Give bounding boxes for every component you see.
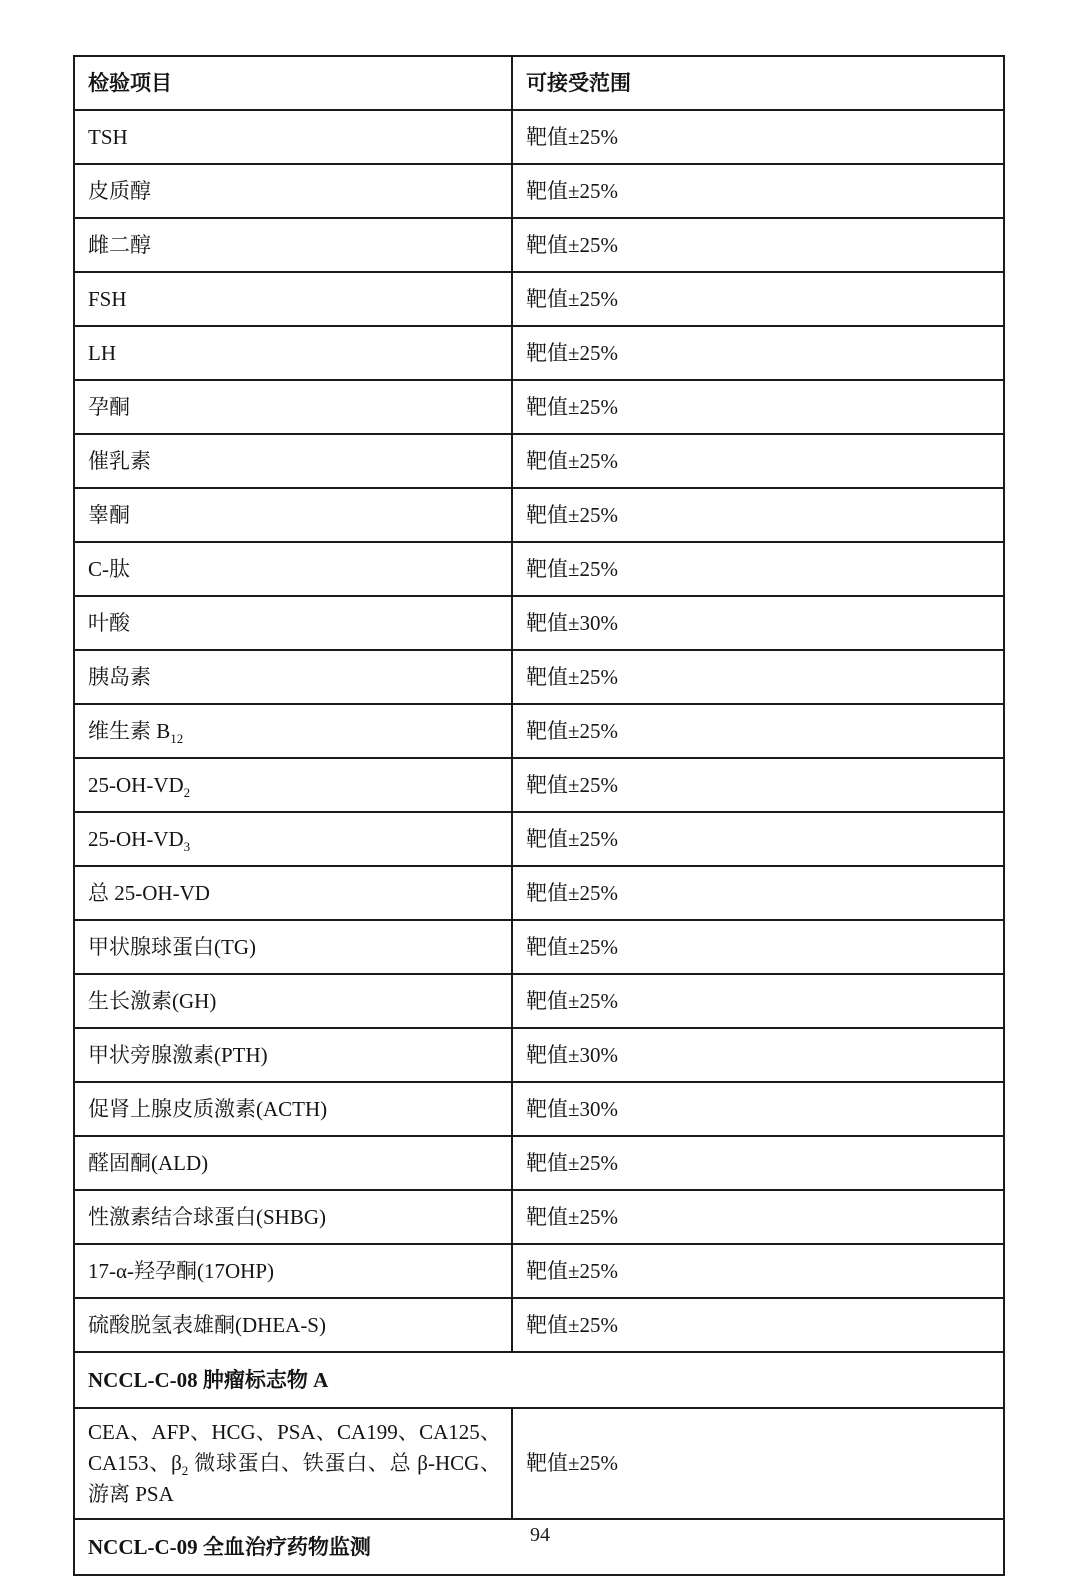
table-row: [74, 326, 1004, 380]
test-item-label: [74, 866, 512, 920]
acceptable-range-value: 靶值±25%: [512, 110, 1004, 164]
table-row: [74, 920, 1004, 974]
acceptable-range-value: 靶值±25%: [512, 326, 1004, 380]
table-row: [74, 1136, 1004, 1190]
acceptable-range-value: 靶值±25%: [512, 164, 1004, 218]
item-text: 叶酸: [88, 610, 130, 635]
item-text: FSH: [88, 286, 127, 311]
item-text: TSH: [88, 124, 128, 149]
test-item-label: [74, 650, 512, 704]
column-header-acceptable-range: 可接受范围: [512, 56, 1004, 110]
acceptable-range-value: 靶值±25%: [512, 380, 1004, 434]
section-header-label: NCCL-C-09 全血治疗药物监测: [74, 1519, 1004, 1575]
test-item-label: [74, 110, 512, 164]
table-row: [74, 974, 1004, 1028]
test-item-label: [74, 1244, 512, 1298]
acceptable-range-value: 靶值±25%: [512, 272, 1004, 326]
acceptable-range-value: 靶值±30%: [512, 1082, 1004, 1136]
test-item-label: [74, 542, 512, 596]
acceptable-range-value: 靶值±25%: [512, 1190, 1004, 1244]
table-row: [74, 434, 1004, 488]
item-text: 促肾上腺皮质激素(ACTH): [88, 1096, 328, 1121]
table-row: [74, 596, 1004, 650]
test-item-label: [74, 434, 512, 488]
item-text: 甲状旁腺激素(PTH): [88, 1042, 268, 1067]
table-row: [74, 380, 1004, 434]
table-row: [74, 650, 1004, 704]
acceptable-range-value: 靶值±30%: [512, 1028, 1004, 1082]
item-text: C-肽: [88, 556, 130, 581]
test-item-label: [74, 488, 512, 542]
table-row: [74, 1082, 1004, 1136]
item-text: 总 25-OH-VD: [88, 880, 210, 905]
acceptable-range-value: 靶值±25%: [512, 1136, 1004, 1190]
item-text: 睾酮: [88, 502, 130, 527]
test-item-label: [74, 164, 512, 218]
item-text: 醛固酮(ALD): [88, 1150, 209, 1175]
section-header-label: NCCL-C-08 肿瘤标志物 A: [74, 1352, 1004, 1408]
acceptable-range-value: 靶值±25%: [512, 488, 1004, 542]
acceptable-range-value: 靶值±25%: [512, 1408, 1004, 1519]
acceptable-range-value: 靶值±25%: [512, 812, 1004, 866]
table-row: [74, 488, 1004, 542]
test-item-label: [74, 704, 512, 758]
acceptable-range-value: 靶值±25%: [512, 758, 1004, 812]
item-text: 孕酮: [88, 394, 130, 419]
acceptable-range-value: 靶值±25%: [512, 542, 1004, 596]
page-number: 94: [530, 1524, 550, 1546]
test-item-label: [74, 1136, 512, 1190]
test-item-label: [74, 1028, 512, 1082]
test-item-label: [74, 380, 512, 434]
acceptable-range-value: 靶值±25%: [512, 218, 1004, 272]
table-row: [74, 272, 1004, 326]
item-subscript: 2: [181, 1463, 189, 1479]
item-text: 催乳素: [88, 448, 151, 473]
column-header-test-item: 检验项目: [74, 56, 512, 110]
acceptable-range-value: 靶值±25%: [512, 650, 1004, 704]
table-row: [74, 1244, 1004, 1298]
item-text: 生长激素(GH): [88, 988, 217, 1013]
item-text: CEA、AFP、HCG、PSA、CA199、CA125、CA153、β: [88, 1420, 501, 1475]
test-item-label: [74, 1408, 512, 1519]
item-subscript: 2: [183, 785, 191, 801]
item-text: 雌二醇: [88, 232, 151, 257]
test-item-label: [74, 1190, 512, 1244]
table-row: [74, 1298, 1004, 1352]
table-row-tumor-markers: [74, 1408, 1004, 1519]
table-header-row: [74, 56, 1004, 110]
test-item-label: [74, 326, 512, 380]
section-header-row-nccl-c-08: [74, 1352, 1004, 1408]
test-item-label: [74, 596, 512, 650]
item-subscript: 3: [183, 839, 191, 855]
acceptable-range-value: 靶值±30%: [512, 596, 1004, 650]
item-text: 25-OH-VD: [88, 826, 184, 851]
item-text: 微球蛋白、铁蛋白、总 β-HCG、游离 PSA: [88, 1451, 502, 1506]
table-row: [74, 812, 1004, 866]
acceptable-range-value: 靶值±25%: [512, 1298, 1004, 1352]
test-item-label: [74, 218, 512, 272]
item-text: 25-OH-VD: [88, 772, 184, 797]
table-row: [74, 704, 1004, 758]
acceptable-range-value: 靶值±25%: [512, 704, 1004, 758]
item-text: 17-α-羟孕酮(17OHP): [88, 1258, 274, 1283]
item-text: 甲状腺球蛋白(TG): [88, 934, 256, 959]
table-row: [74, 218, 1004, 272]
acceptance-criteria-table: [73, 55, 1005, 1576]
test-item-label: [74, 920, 512, 974]
item-subscript: 12: [170, 731, 184, 747]
item-text: 性激素结合球蛋白(SHBG): [88, 1204, 327, 1229]
item-text: 胰岛素: [88, 664, 151, 689]
item-text: 维生素 B: [88, 718, 171, 743]
test-item-label: [74, 1082, 512, 1136]
table-row: [74, 758, 1004, 812]
table-row: [74, 866, 1004, 920]
acceptable-range-value: 靶值±25%: [512, 1244, 1004, 1298]
item-text: LH: [88, 340, 116, 365]
item-text: 皮质醇: [88, 178, 151, 203]
acceptable-range-value: 靶值±25%: [512, 920, 1004, 974]
table-row: [74, 1028, 1004, 1082]
acceptable-range-value: 靶值±25%: [512, 974, 1004, 1028]
table-row: [74, 110, 1004, 164]
test-item-label: [74, 758, 512, 812]
acceptable-range-value: 靶值±25%: [512, 434, 1004, 488]
acceptable-range-value: 靶值±25%: [512, 866, 1004, 920]
table-row: [74, 542, 1004, 596]
test-item-label: [74, 974, 512, 1028]
item-text: 硫酸脱氢表雄酮(DHEA-S): [88, 1312, 326, 1337]
test-item-label: [74, 1298, 512, 1352]
table-row: [74, 164, 1004, 218]
table-row: [74, 1190, 1004, 1244]
test-item-label: [74, 272, 512, 326]
test-item-label: [74, 812, 512, 866]
